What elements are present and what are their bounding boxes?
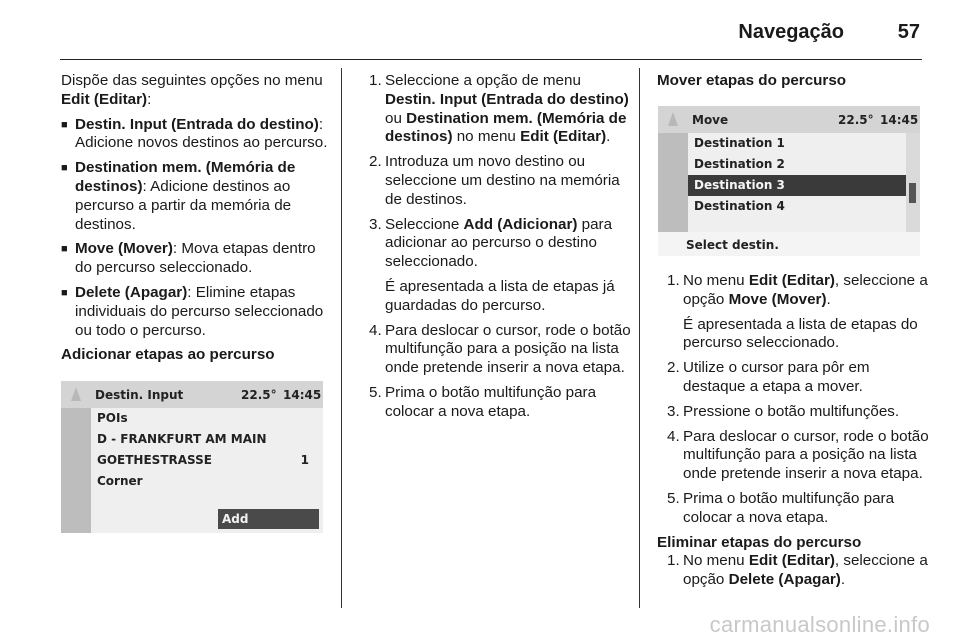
move-screen xyxy=(658,106,920,256)
column-left xyxy=(61,72,331,371)
list-item[interactable]: POIs xyxy=(97,411,128,425)
bullet-item: ■ Move (Mover): Mova etapas dentro do percurso seleccionado. xyxy=(61,240,331,278)
column-right xyxy=(657,72,932,97)
list-item: 1. Seleccione a opção de menu Destin. Input (Entrada do destino) ou Destination mem. (Memória de destinos) no menu Edit (Editar). xyxy=(369,72,629,146)
list-item: 5. Prima o botão multifunção para colocar a nova etapa. xyxy=(369,383,597,420)
page-title: Navegação xyxy=(738,21,844,43)
list-item: 1. No menu Edit (Editar), seleccione a opção Move (Mover). É apresentada a lista de etapas do percurso seleccionado. xyxy=(667,272,928,352)
house-number: 1 xyxy=(300,453,309,467)
list-item[interactable]: D - FRANKFURT AM MAIN xyxy=(97,432,267,446)
destin-input-screen xyxy=(61,381,323,533)
list-item: 5. Prima o botão multifunção para colocar a nova etapa. xyxy=(667,489,895,526)
page-header xyxy=(60,18,922,60)
list-item[interactable]: Destination 1 xyxy=(694,136,785,150)
clock: 14:45 xyxy=(283,388,322,402)
screen-footer: Select destin. xyxy=(658,232,920,256)
bullet-item: ■ Delete (Apagar): Elimine etapas individuais do percurso seleccionado ou todo o percurso. xyxy=(61,284,331,340)
route-stage-list xyxy=(688,133,906,232)
list-item: 4. Para deslocar o cursor, rode o botão multifunção para a posição na lista onde pretende inserir a nova etapa. xyxy=(667,427,929,483)
page-number: 57 xyxy=(897,21,920,43)
column-right-steps xyxy=(657,272,932,596)
list-item: 4. Para deslocar o cursor, rode o botão multifunção para a posição na lista onde pretende inserir a nova etapa. xyxy=(369,321,631,377)
scrollbar-thumb[interactable] xyxy=(909,183,916,203)
screen-title: Move xyxy=(692,113,729,127)
scrollbar[interactable] xyxy=(906,133,920,232)
signal-icon xyxy=(71,387,81,401)
temperature: 22.5° xyxy=(241,388,277,402)
list-item[interactable]: Corner xyxy=(97,474,143,488)
add-button[interactable]: Add xyxy=(218,509,319,529)
list-item[interactable]: Destination 2 xyxy=(694,157,785,171)
screen-status-bar xyxy=(658,106,920,133)
watermark: carmanualsonline.info xyxy=(709,612,930,637)
column-middle xyxy=(369,72,631,428)
list-item[interactable]: Destination 4 xyxy=(694,199,785,213)
list-item: 2. Introduza um novo destino ou seleccione um destino na memória de destinos. xyxy=(369,153,620,208)
section-heading: Mover etapas do percurso xyxy=(657,72,847,89)
list-item: 2. Utilize o cursor para pôr em destaque a etapa a mover. xyxy=(667,359,870,395)
screen-status-bar xyxy=(61,381,323,408)
list-item: 3. Pressione o botão multifunções. xyxy=(667,402,900,420)
screen-side-panel xyxy=(61,408,91,533)
screen-title: Destin. Input xyxy=(95,388,184,402)
screen-side-panel xyxy=(658,133,688,232)
clock: 14:45 xyxy=(880,113,919,127)
section-heading: Adicionar etapas ao percurso xyxy=(61,346,275,364)
list-item-selected[interactable]: Destination 3 xyxy=(688,175,906,196)
column-divider xyxy=(341,68,342,608)
column-divider xyxy=(639,68,640,608)
signal-icon xyxy=(668,112,678,126)
list-item: 1. No menu Edit (Editar), seleccione a opção Delete (Apagar). xyxy=(667,552,928,589)
intro-paragraph: Dispõe das seguintes opções no menu Edit (Editar): xyxy=(61,72,323,108)
list-item: 3. Seleccione Add (Adicionar) para adicionar ao percurso o destino seleccionado. É apresentada a lista de etapas já guardadas do percurso. xyxy=(369,215,615,314)
section-heading: Eliminar etapas do percurso xyxy=(657,533,862,551)
temperature: 22.5° xyxy=(838,113,874,127)
bullet-item: ■ Destin. Input (Entrada do destino): Adicione novos destinos ao percurso. xyxy=(61,116,331,154)
list-item[interactable]: GOETHESTRASSE 1 xyxy=(91,450,323,471)
bullet-item: ■ Destination mem. (Memória de destinos): Adicione destinos ao percurso a partir da memória de destinos. xyxy=(61,159,331,234)
